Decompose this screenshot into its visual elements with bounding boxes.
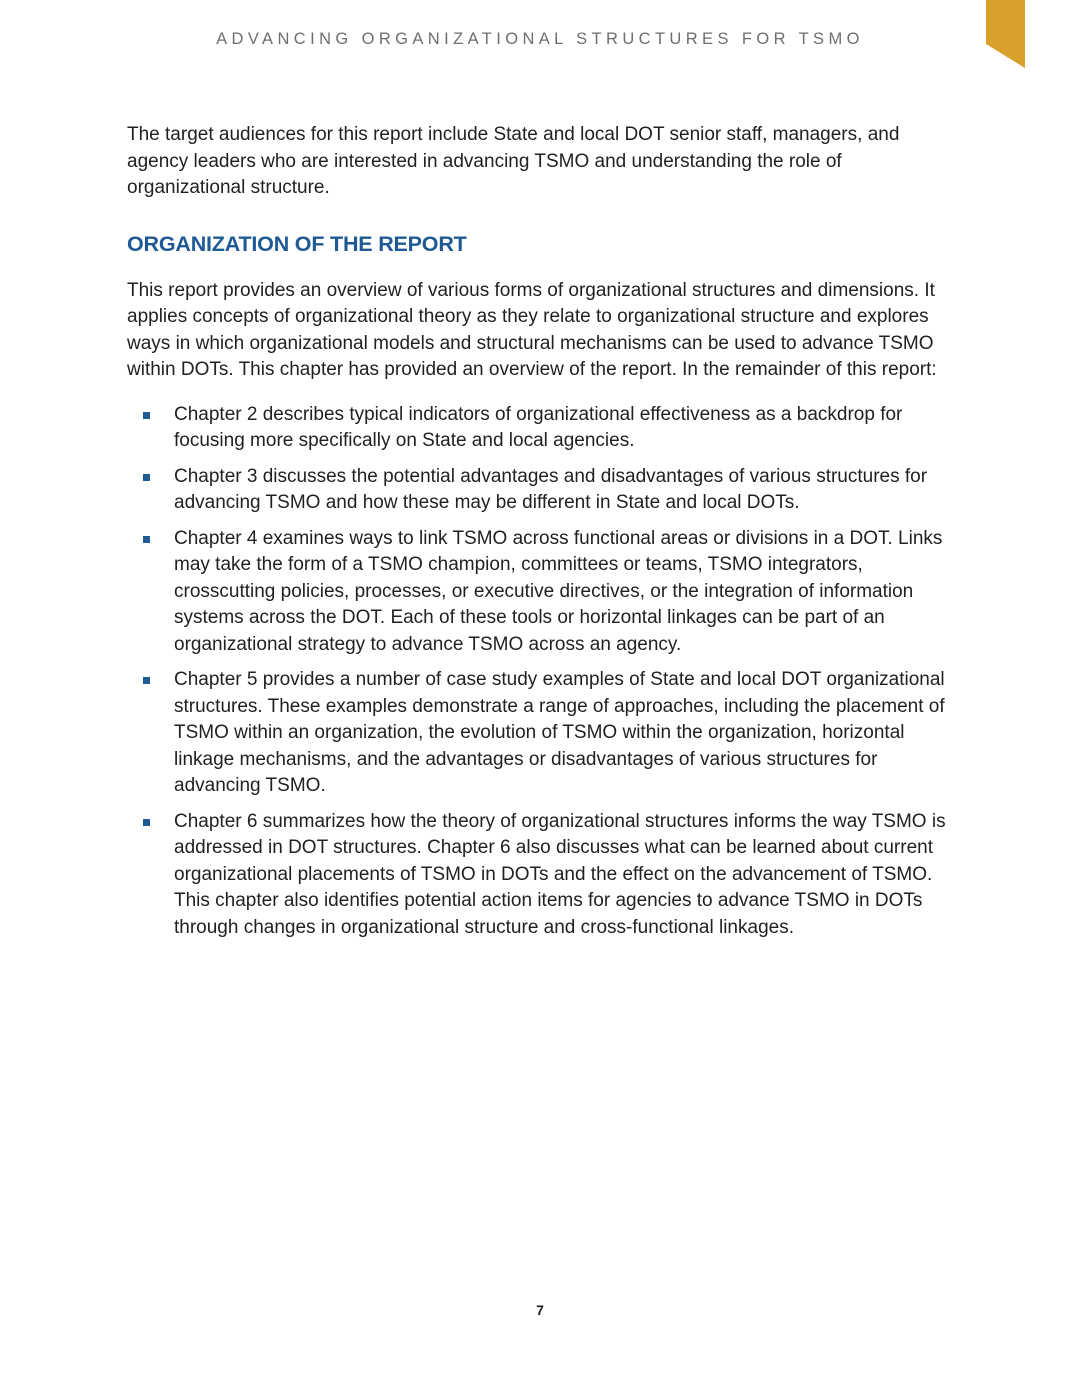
list-item — [127, 667, 957, 800]
square-bullet-icon — [143, 474, 150, 481]
section-paragraph: This report provides an overview of various forms of organizational structures and dimensions. It applies concepts of organizational theory as they relate to organizational structure and explores ways in which organizational models and structural mechanisms can be used to advance TSMO within DOTs. This chapter has provided an overview of the report. In the remainder of this report: — [127, 279, 937, 380]
square-bullet-icon — [143, 677, 150, 684]
list-item-text: Chapter 5 provides a number of case study examples of State and local DOT organizational structures. These examples demonstrate a range of approaches, including the placement of TSMO within an organization, the evolution of TSMO within the organization, horizontal linkage mechanisms, and the advantages or disadvantages of various structures for advancing TSMO. — [174, 669, 945, 796]
list-item-text: Chapter 4 examines ways to link TSMO across functional areas or divisions in a DOT. Links may take the form of a TSMO champion, committees or teams, TSMO integrators, crosscutting policies, processes, or executive directives, or the integration of information systems across the DOT. Each of these tools or horizontal linkages can be part of an organizational strategy to advance TSMO across an agency. — [174, 527, 943, 655]
bookmark-tab — [986, 0, 1025, 68]
intro-paragraph: The target audiences for this report include State and local DOT senior staff, managers, and agency leaders who are interested in advancing TSMO and understanding the role of organizational structure. — [127, 124, 900, 198]
square-bullet-icon — [143, 819, 150, 826]
square-bullet-icon — [143, 412, 150, 419]
list-item-text: Chapter 6 summarizes how the theory of organizational structures informs the way TSMO is addressed in DOT structures. Chapter 6 also discusses what can be learned about current organizational placements of TSMO in DOTs and the effect on the advancement of TSMO. This chapter also identifies potential action items for agencies to advance TSMO in DOTs through changes in organizational structure and cross-functional linkages. — [174, 810, 946, 938]
list-item-text: Chapter 3 discusses the potential advantages and disadvantages of various structures for advancing TSMO and how these may be different in State and local DOTs. — [174, 465, 928, 513]
bookmark-tab-shape — [986, 0, 1025, 68]
list-item — [127, 402, 957, 455]
page-number: 7 — [536, 1302, 544, 1318]
list-item-text: Chapter 2 describes typical indicators of organizational effectiveness as a backdrop for focusing more specifically on State and local agencies. — [174, 403, 903, 451]
chapter-list — [127, 402, 957, 942]
list-item — [127, 464, 957, 517]
page-content — [127, 122, 957, 950]
list-item — [127, 526, 957, 659]
section-heading: ORGANIZATION OF THE REPORT — [127, 231, 467, 256]
running-header: ADVANCING ORGANIZATIONAL STRUCTURES FOR TSMO — [216, 30, 864, 48]
square-bullet-icon — [143, 536, 150, 543]
list-item — [127, 809, 957, 942]
